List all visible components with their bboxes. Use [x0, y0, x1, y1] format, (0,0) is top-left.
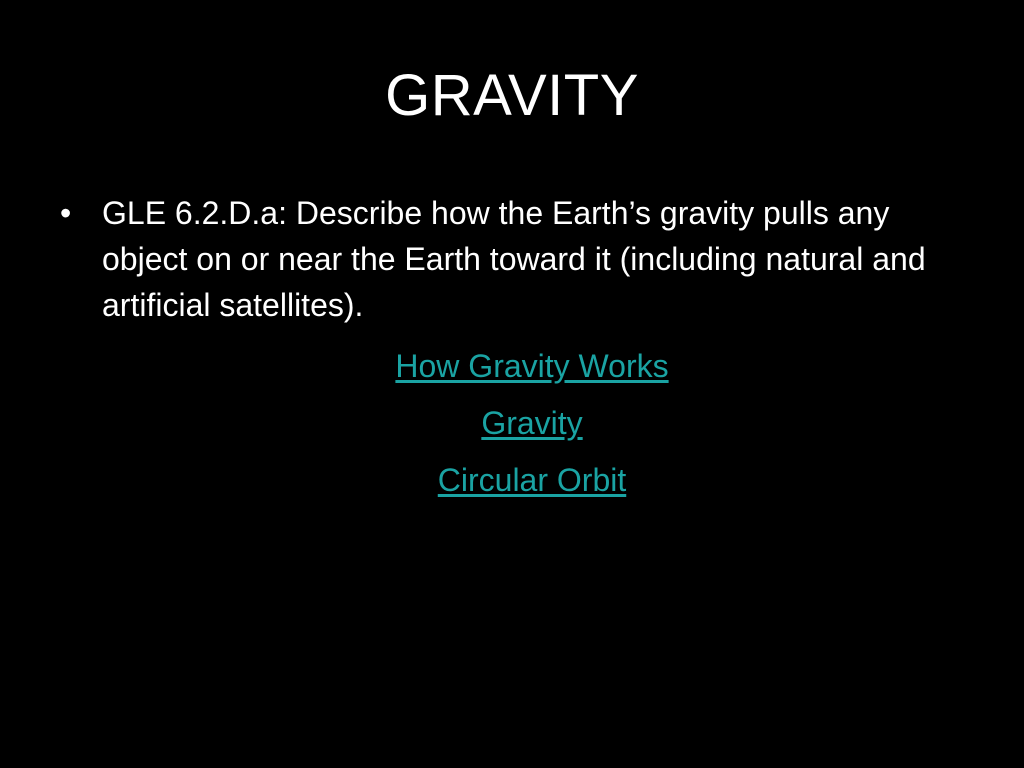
bullet-item [58, 190, 948, 328]
bullet-icon: • [60, 195, 72, 231]
link-list [0, 338, 1024, 509]
link-gravity[interactable]: Gravity [481, 405, 583, 441]
bullet-text: GLE 6.2.D.a: Describe how the Earth’s gravity pulls any object on or near the Earth toward it (including natural and artificial satellites). [102, 195, 926, 323]
link-how-gravity-works[interactable]: How Gravity Works [395, 348, 669, 384]
slide-title: GRAVITY [385, 63, 639, 128]
link-circular-orbit[interactable]: Circular Orbit [437, 462, 627, 498]
bullet-list [58, 190, 948, 328]
